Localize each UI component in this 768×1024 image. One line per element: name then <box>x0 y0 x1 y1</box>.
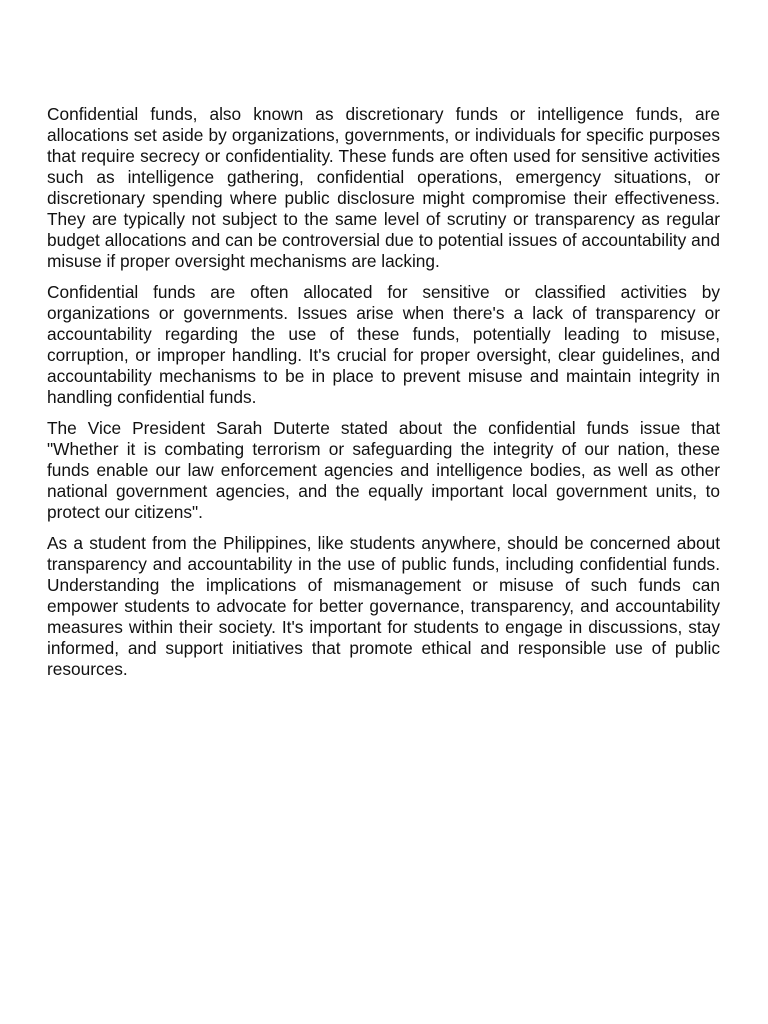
document-body <box>47 104 720 690</box>
paragraph-vice-president-quote: The Vice President Sarah Duterte stated about the confidential funds issue that "Whether it is combating terrorism or safeguarding the integrity of our nation, these funds enable our law enforcement agencies and intelligence bodies, as well as other national government agencies, and the equally important local government units, to protect our citizens". <box>47 418 720 522</box>
paragraph-student-perspective: As a student from the Philippines, like students anywhere, should be concerned about transparency and accountability in the use of public funds, including confidential funds. Understanding the implications of mismanagement or misuse of such funds can empower students to advocate for better governance, transparency, and accountability measures within their society. It's important for students to engage in discussions, stay informed, and support initiatives that promote ethical and responsible use of public resources. <box>47 533 720 679</box>
paragraph-confidential-funds-definition: Confidential funds, also known as discretionary funds or intelligence funds, are allocations set aside by organizations, governments, or individuals for specific purposes that require secrecy or confidentiality. These funds are often used for sensitive activities such as intelligence gathering, confidential operations, emergency situations, or discretionary spending where public disclosure might compromise their effectiveness. They are typically not subject to the same level of scrutiny or transparency as regular budget allocations and can be controversial due to potential issues of accountability and misuse if proper oversight mechanisms are lacking. <box>47 104 720 271</box>
paragraph-issues-oversight: Confidential funds are often allocated for sensitive or classified activities by organizations or governments. Issues arise when there's a lack of transparency or accountability regarding the use of these funds, potentially leading to misuse, corruption, or improper handling. It's crucial for proper oversight, clear guidelines, and accountability mechanisms to be in place to prevent misuse and maintain integrity in handling confidential funds. <box>47 282 720 407</box>
